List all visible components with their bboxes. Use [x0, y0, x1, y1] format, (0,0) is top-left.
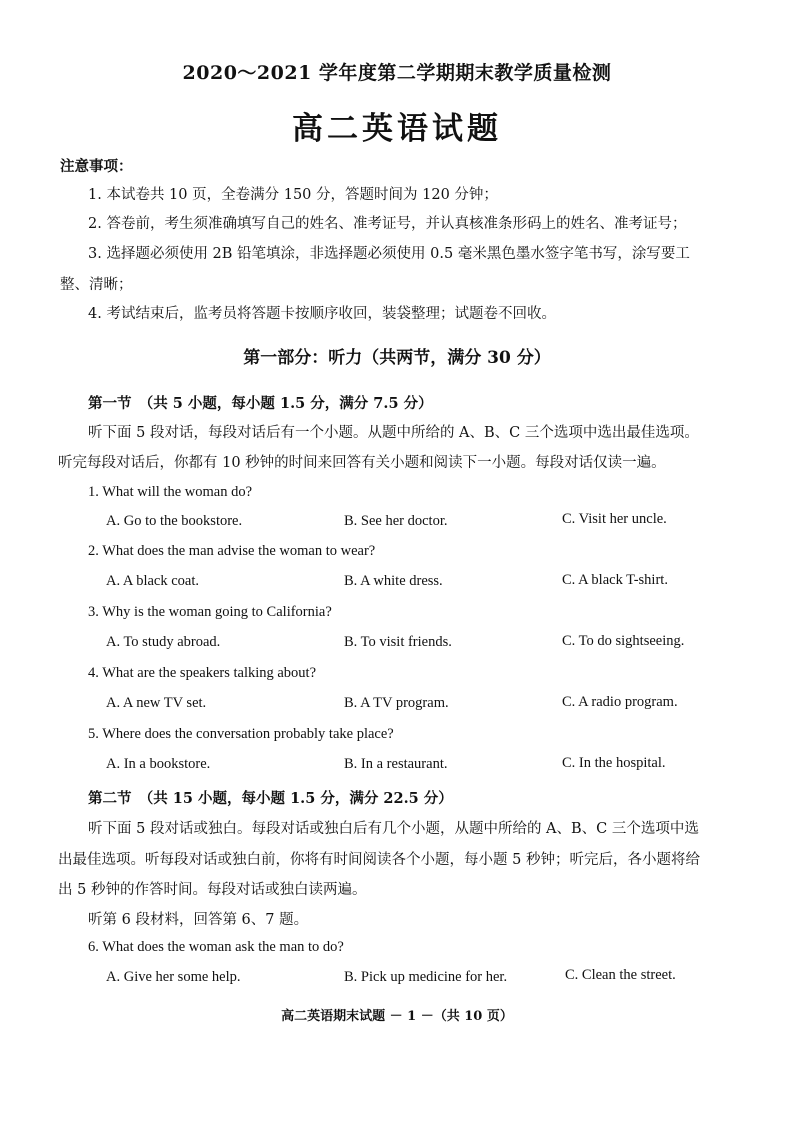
option-6b: B. Pick up medicine for her.: [344, 969, 508, 985]
question-6: 6. What does the woman ask the man to do?: [88, 939, 344, 955]
option-5c: C. In the hospital.: [562, 755, 666, 771]
note-item-3-cont: 整、清晰；: [60, 277, 133, 293]
option-1c: C. Visit her uncle.: [562, 511, 667, 527]
exam-header-line: 2020～2021 学年度第二学期期末教学质量检测: [182, 62, 612, 84]
note-item-4: 4. 考试结束后，监考员将答题卡按顺序收回，装袋整理；试题卷不回收。: [88, 306, 556, 322]
material-note: 听第 6 段材料，回答第 6、7 题。: [88, 912, 309, 928]
section1-title: 第一节 （共 5 小题，每小题 1.5 分，满分 7.5 分）: [88, 395, 433, 412]
option-5b: B. In a restaurant.: [344, 756, 448, 772]
question-1: 1. What will the woman do?: [88, 484, 253, 500]
question-3: 3. Why is the woman going to California?: [88, 604, 332, 620]
option-3a: A. To study abroad.: [106, 634, 221, 650]
section2-title: 第二节 （共 15 小题，每小题 1.5 分，满分 22.5 分）: [88, 790, 453, 807]
section1-instruction-1: 听下面 5 段对话，每段对话后有一个小题。从题中所给的 A、B、C 三个选项中选出最佳选项。: [88, 425, 699, 441]
question-5: 5. Where does the conversation probably take place?: [88, 726, 394, 742]
note-item-1: 1. 本试卷共 10 页，全卷满分 150 分，答题时间为 120 分钟；: [88, 187, 498, 203]
option-4b: B. A TV program.: [344, 695, 449, 711]
option-6c: C. Clean the street.: [565, 967, 676, 983]
section2-instruction-3: 出 5 秒钟的作答时间。每段对话或独白读两遍。: [58, 882, 367, 898]
note-item-3: 3. 选择题必须使用 2B 铅笔填涂，非选择题必须使用 0.5 毫米黑色墨水签字笔书写，涂写要工: [88, 246, 690, 262]
page-title: 高二英语试题: [292, 111, 502, 147]
section2-instruction-1: 听下面 5 段对话或独白。每段对话或独白后有几个小题，从题中所给的 A、B、C 三个选项中选: [88, 821, 699, 837]
option-6a: A. Give her some help.: [106, 969, 241, 985]
option-5a: A. In a bookstore.: [106, 756, 211, 772]
note-item-2: 2. 答卷前，考生须准确填写自己的姓名、准考证号，并认真核准条形码上的姓名、准考证号；: [88, 216, 687, 232]
option-3b: B. To visit friends.: [344, 634, 452, 650]
notes-heading: 注意事项：: [60, 158, 133, 175]
option-1a: A. Go to the bookstore.: [106, 513, 243, 529]
question-2: 2. What does the man advise the woman to wear?: [88, 543, 376, 559]
option-4a: A. A new TV set.: [106, 695, 207, 711]
part1-title: 第一部分：听力（共两节，满分 30 分）: [243, 348, 551, 368]
option-2b: B. A white dress.: [344, 573, 443, 589]
option-2a: A. A black coat.: [106, 573, 200, 589]
section1-instruction-2: 听完每段对话后，你都有 10 秒钟的时间来回答有关小题和阅读下一小题。每段对话仅读一遍。: [58, 455, 666, 471]
option-2c: C. A black T-shirt.: [562, 572, 668, 588]
page-footer: 高二英语期末试题 － 1 －（共 10 页）: [281, 1009, 513, 1024]
option-3c: C. To do sightseeing.: [562, 633, 685, 649]
section2-instruction-2: 出最佳选项。听每段对话或独白前，你将有时间阅读各个小题，每小题 5 秒钟；听完后，各小题将给: [58, 852, 700, 868]
question-4: 4. What are the speakers talking about?: [88, 665, 317, 681]
option-4c: C. A radio program.: [562, 694, 678, 710]
option-1b: B. See her doctor.: [344, 513, 448, 529]
